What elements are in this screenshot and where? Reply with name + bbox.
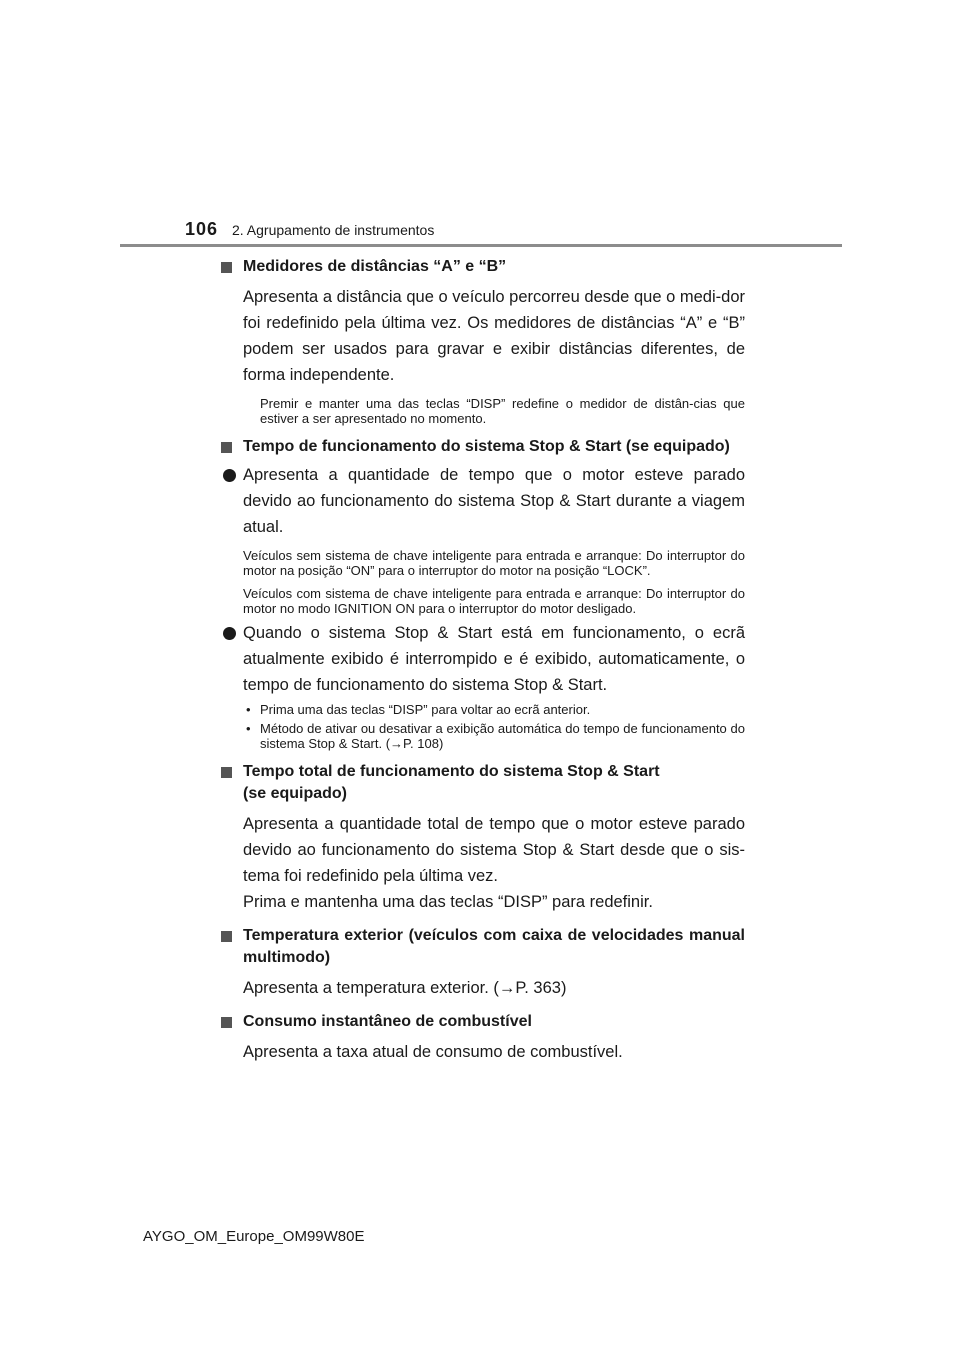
square-bullet-icon <box>221 262 232 273</box>
small-bullet-icon: • <box>246 702 251 717</box>
section-body-text: Prima e mantenha uma das teclas “DISP” para redefinir. <box>243 893 653 911</box>
section-heading <box>221 1011 745 1033</box>
list-item <box>221 620 745 698</box>
round-bullet-icon <box>223 627 236 640</box>
sub-list-item <box>221 721 745 751</box>
square-bullet-icon <box>221 1017 232 1028</box>
section-body: Apresenta a distância que o veículo percorreu desde que o medi-dor foi redefinido pela última vez. Os medidores de distâncias “A” e “B” podem ser usados para gravar e exibir distâncias diferentes, de forma independente. <box>243 288 745 384</box>
list-item-text: Apresenta a quantidade de tempo que o motor esteve parado devido ao funcionamento do sistema Stop & Start durante a viagem atual. <box>243 466 745 536</box>
document-code: AYGO_OM_Europe_OM99W80E <box>143 1228 365 1245</box>
section-title: Consumo instantâneo de combustível <box>243 1013 532 1030</box>
section-body-text: Apresenta a quantidade total de tempo que o motor esteve parado devido ao funcionamento do sistema Stop & Start desde que o sis-tema foi redefinido pela última vez. <box>243 815 745 885</box>
sub-list-item-text: Método de ativar ou desativar a exibição automática do tempo de funcionamento do sistema Stop & Start. (→P. 108) <box>260 721 745 751</box>
page-content <box>221 256 745 1065</box>
section-title-continuation: (se equipado) <box>243 785 348 802</box>
round-bullet-icon <box>223 469 236 482</box>
page-number: 106 <box>185 219 219 239</box>
section-body: Apresenta a temperatura exterior. (→P. 363) <box>243 979 567 997</box>
section-body <box>221 811 745 915</box>
section-note: Veículos sem sistema de chave inteligente para entrada e arranque: Do interruptor do motor na posição “ON” para o interruptor do motor na posição “LOCK”. <box>243 548 745 578</box>
section-heading <box>221 925 745 969</box>
section-title: Temperatura exterior (veículos com caixa de velocidades manual multimodo) <box>243 927 745 966</box>
square-bullet-icon <box>221 442 232 453</box>
section-title: Tempo total de funcionamento do sistema Stop & Start <box>243 763 660 780</box>
small-bullet-icon: • <box>246 721 251 736</box>
sub-list-item-text: Prima uma das teclas “DISP” para voltar ao ecrã anterior. <box>260 702 591 717</box>
chapter-title: 2. Agrupamento de instrumentos <box>232 222 435 238</box>
page-header <box>0 0 960 250</box>
section-heading <box>221 436 745 458</box>
section-body: Apresenta a taxa atual de consumo de combustível. <box>243 1043 623 1061</box>
header-divider <box>120 244 842 247</box>
square-bullet-icon <box>221 931 232 942</box>
section-note: Premir e manter uma das teclas “DISP” redefine o medidor de distân-cias que estiver a ser apresentado no momento. <box>260 396 745 426</box>
list-item-text: Quando o sistema Stop & Start está em funcionamento, o ecrã atualmente exibido é interrompido e é exibido, automaticamente, o tempo de funcionamento do sistema Stop & Start. <box>243 624 745 694</box>
sub-list-item <box>221 702 745 717</box>
section-note: Veículos com sistema de chave inteligente para entrada e arranque: Do interruptor do motor no modo IGNITION ON para o interruptor do motor desligado. <box>243 586 745 616</box>
section-title: Tempo de funcionamento do sistema Stop & Start (se equipado) <box>243 438 730 455</box>
square-bullet-icon <box>221 767 232 778</box>
section-heading <box>221 761 745 805</box>
section-title: Medidores de distâncias “A” e “B” <box>243 258 507 275</box>
section-heading <box>221 256 745 278</box>
list-item <box>221 462 745 540</box>
